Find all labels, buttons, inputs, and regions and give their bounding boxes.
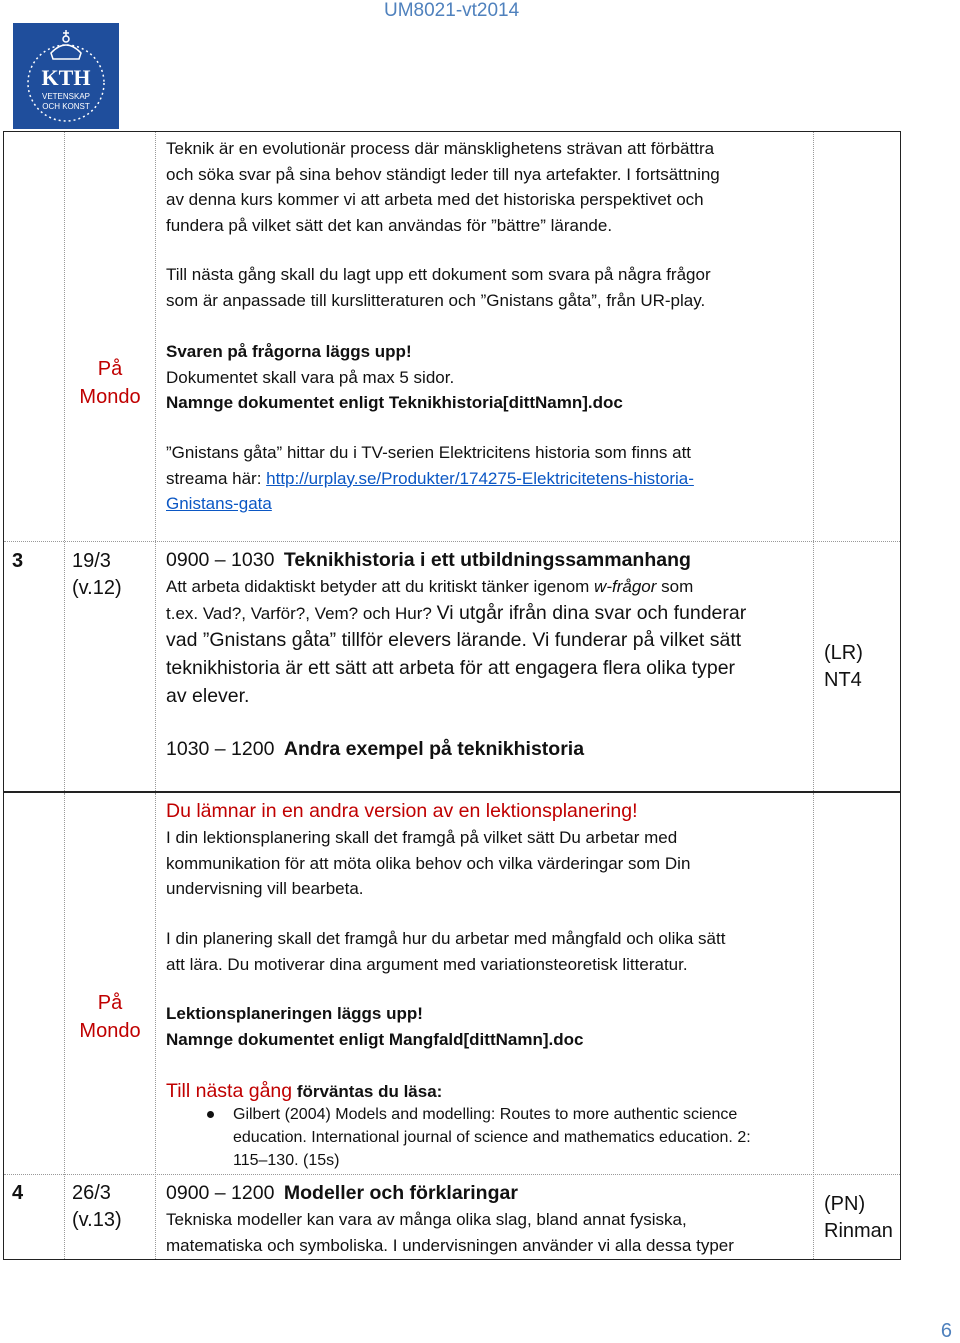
logo-konst-text: OCH KONST <box>42 102 90 111</box>
intro-line: och söka svar på sina behov ständigt leder till nya artefakter. I fortsättning <box>166 164 720 184</box>
page-number: 6 <box>940 1320 952 1342</box>
session-time-2: 1030 – 1200 <box>166 738 275 760</box>
row-date: 19/3 <box>72 550 111 572</box>
schedule-table-1 <box>3 131 901 792</box>
crown-icon <box>51 45 81 59</box>
session-title: Teknikhistoria i ett utbildningssammanhang <box>283 549 691 571</box>
urplay-link-cont[interactable]: Gnistans-gata <box>166 494 272 513</box>
stream-prefix: streama här: <box>166 468 267 488</box>
reasoning-line: teknikhistoria är ett sätt att arbeta för att engagera flera olika typer <box>166 657 736 679</box>
row-number: 3 <box>12 550 24 572</box>
models-line: matematiska och symboliska. I undervisningen använder vi alla dessa typer <box>166 1235 734 1255</box>
diversity-line: att lära. Du motiverar dina argument med variationsteoretisk litteratur. <box>166 954 688 974</box>
logo-kth-text: KTH <box>41 65 91 90</box>
next-time-red: Till nästa gång <box>166 1080 293 1102</box>
teacher-pn: (PN) Rinman <box>824 1193 893 1242</box>
mondo-label-2: På Mondo <box>79 992 141 1042</box>
models-line: Tekniska modeller kan vara av många olika slag, bland annat fysiska, <box>166 1210 687 1229</box>
w-questions-end: som <box>656 577 694 596</box>
intro-line: fundera på vilket sätt det kan användas för ”bättre” lärande. <box>166 215 613 235</box>
plan-line: undervisning vill bearbeta. <box>166 879 364 898</box>
bullet-dot <box>207 1111 214 1118</box>
name-document-1: Namnge dokumentet enligt Teknikhistoria[dittNamn].doc <box>166 393 623 412</box>
name-document-2: Namnge dokumentet enligt Mangfald[dittNamn].doc <box>166 1029 584 1049</box>
urplay-link[interactable]: http://urplay.se/Produkter/174275-Elektricitetens-historia- <box>266 468 694 488</box>
session-time: 0900 – 1200 <box>166 1182 275 1204</box>
session-title-2: Andra exempel på teknikhistoria <box>283 738 585 760</box>
schedule-table-2 <box>3 792 901 1260</box>
reasoning-text: Vi utgår ifrån dina svar och funderar <box>436 602 747 624</box>
kth-logo <box>13 23 119 129</box>
row-number: 4 <box>12 1182 24 1204</box>
gnistan-line: ”Gnistans gåta” hittar du i TV-serien Elektricitens historia som finns att <box>166 443 692 462</box>
reasoning-line: vad ”Gnistans gåta” tillför elevers lärande. Vi funderar på vilket sätt <box>166 629 742 651</box>
teacher-lr: (LR) NT4 <box>824 642 863 691</box>
plan-line: I din lektionsplanering skall det framgå på vilket sätt Du arbetar med <box>166 828 678 847</box>
w-questions-em: w-frågor <box>594 577 657 596</box>
w-questions-text: Att arbeta didaktiskt betyder att du kritiskt tänker igenom <box>166 577 595 596</box>
reading-ref: 115–130. (15s) <box>233 1152 340 1169</box>
mondo-label-1: På Mondo <box>79 358 141 408</box>
lesson-plan-uploaded: Lektionsplaneringen läggs upp! <box>166 1004 423 1023</box>
session-title: Modeller och förklaringar <box>283 1182 518 1204</box>
intro-line: Teknik är en evolutionär process där mänsklighetens strävan att förbättra <box>166 139 715 158</box>
plan-line: kommunikation för att möta olika behov och vilka värderingar som Din <box>166 853 691 873</box>
reading-ref: education. International journal of science and mathematics education. 2: <box>233 1129 751 1146</box>
session-time: 0900 – 1030 <box>166 549 275 571</box>
next-time-line: Till nästa gång skall du lagt upp ett dokument som svara på några frågor <box>166 265 711 284</box>
reading-ref: Gilbert (2004) Models and modelling: Routes to more authentic science <box>233 1106 738 1123</box>
row-date: 26/3 <box>72 1182 111 1204</box>
question-examples: t.ex. Vad?, Varför?, Vem? och Hur? <box>166 604 437 623</box>
reasoning-line: av elever. <box>166 685 250 707</box>
answers-uploaded: Svaren på frågorna läggs upp! <box>166 342 412 361</box>
row-week: (v.12) <box>72 577 122 599</box>
logo-vetenskap-text: VETENSKAP <box>41 92 91 101</box>
row-week: (v.13) <box>72 1209 122 1231</box>
next-time-line: som är anpassade till kurslitteraturen och ”Gnistans gåta”, från UR-play. <box>166 290 706 310</box>
intro-line: av denna kurs kommer vi att arbeta med det historiska perspektivet och <box>166 190 704 209</box>
max-pages: Dokumentet skall vara på max 5 sidor. <box>166 367 455 387</box>
header-course-code: UM8021-vt2014 <box>384 0 520 21</box>
second-version-heading: Du lämnar in en andra version av en lektionsplanering! <box>166 800 638 822</box>
diversity-line: I din planering skall det framgå hur du arbetar med mångfald och olika sätt <box>166 929 726 948</box>
next-time-read: förväntas du läsa: <box>292 1082 443 1101</box>
